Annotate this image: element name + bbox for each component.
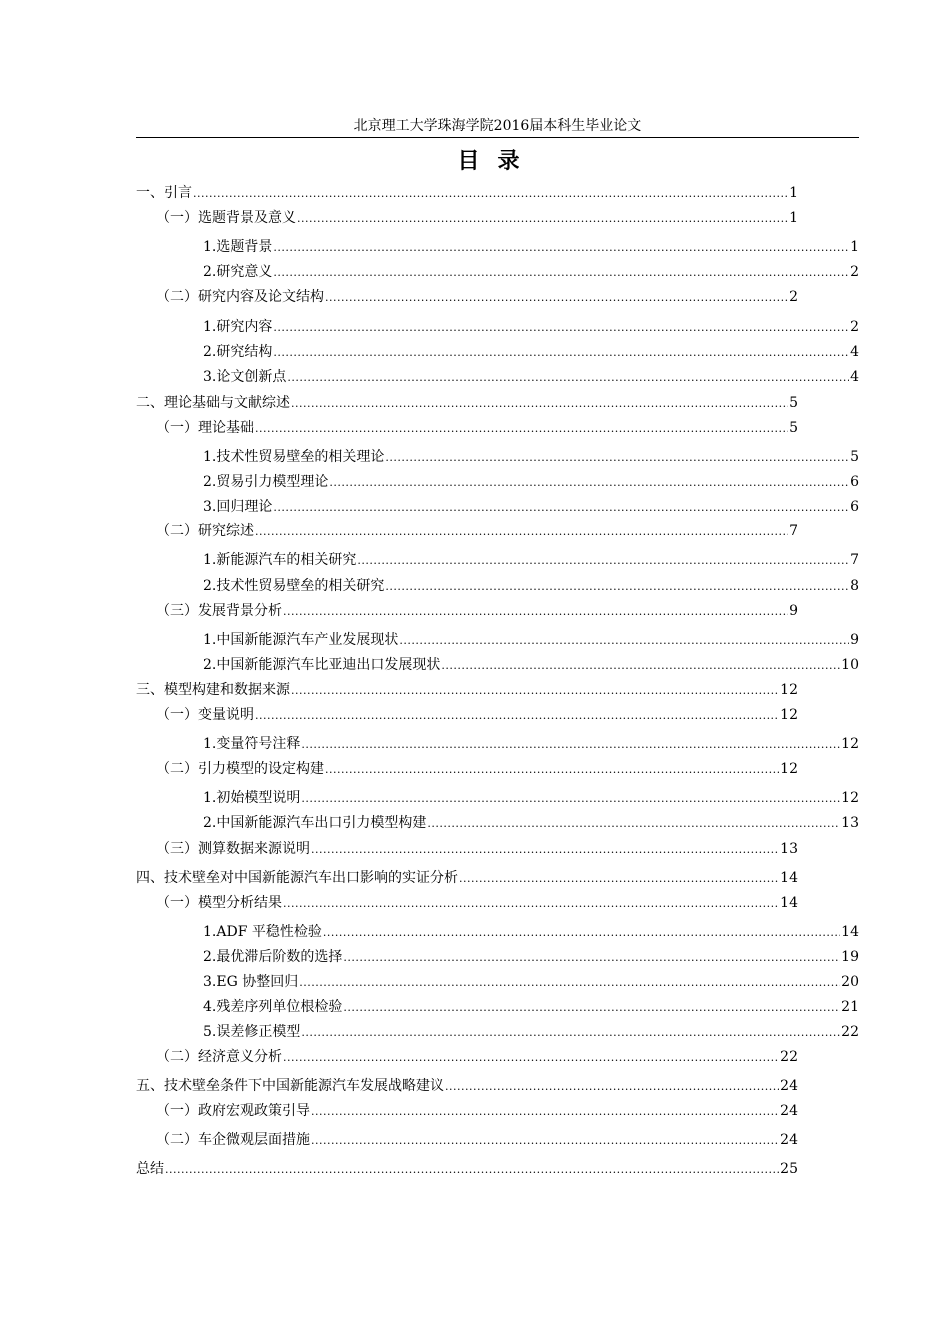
toc-entry[interactable]	[136, 681, 798, 699]
toc-entry[interactable]	[156, 760, 798, 778]
toc-entry[interactable]	[203, 814, 859, 832]
toc-entry[interactable]	[156, 288, 798, 306]
toc-entry-label: 1.变量符号注释	[203, 736, 301, 752]
toc-page-number: 1	[789, 185, 798, 201]
toc-page-number: 10	[841, 657, 859, 673]
toc-page-number: 25	[780, 1161, 798, 1177]
toc-entry[interactable]	[203, 368, 859, 386]
toc-entry-label: 总结	[136, 1161, 164, 1177]
toc-entry[interactable]	[156, 840, 798, 858]
toc-entry[interactable]	[156, 419, 798, 437]
toc-entry-label: （一）模型分析结果	[156, 895, 282, 911]
toc-page-number: 12	[780, 707, 798, 723]
toc-dot-leader	[311, 840, 779, 859]
toc-page-number: 5	[850, 449, 859, 465]
toc-entry[interactable]	[156, 1102, 798, 1120]
toc-entry-label: 一、引言	[136, 185, 192, 201]
toc-entry-label: （三）发展背景分析	[156, 603, 282, 619]
page-header: 北京理工大学珠海学院2016届本科生毕业论文	[353, 118, 642, 134]
toc-page-number: 13	[780, 841, 798, 857]
toc-dot-leader	[283, 1048, 779, 1067]
toc-entry[interactable]	[203, 789, 859, 807]
toc-page-number: 19	[841, 949, 859, 965]
toc-dot-leader	[291, 681, 779, 700]
toc-dot-leader	[441, 656, 840, 675]
toc-page-number: 7	[789, 523, 798, 539]
toc-entry-label: 2.研究结构	[203, 344, 273, 360]
toc-page-number: 2	[850, 264, 859, 280]
toc-page-number: 14	[780, 870, 798, 886]
toc-dot-leader	[301, 735, 840, 754]
toc-entry-label: 3.回归理论	[203, 499, 273, 515]
toc-entry-label: 3.EG 协整回归	[203, 974, 299, 990]
toc-dot-leader	[427, 814, 840, 833]
toc-dot-leader	[255, 522, 788, 541]
toc-page-number: 4	[850, 369, 859, 385]
toc-dot-leader	[273, 498, 849, 517]
toc-page-number: 5	[789, 420, 798, 436]
toc-dot-leader	[459, 869, 779, 888]
toc-page-number: 24	[780, 1078, 798, 1094]
toc-dot-leader	[283, 894, 779, 913]
toc-page-number: 14	[841, 924, 859, 940]
toc-dot-leader	[299, 973, 840, 992]
toc-entry[interactable]	[203, 998, 859, 1016]
toc-dot-leader	[273, 263, 849, 282]
toc-dot-leader	[343, 948, 840, 967]
toc-dot-leader	[273, 318, 849, 337]
toc-entry[interactable]	[156, 1131, 798, 1149]
toc-page-number: 14	[780, 895, 798, 911]
toc-page-number: 1	[850, 239, 859, 255]
toc-page-number: 24	[780, 1132, 798, 1148]
toc-entry[interactable]	[203, 448, 859, 466]
toc-entry-label: 1.新能源汽车的相关研究	[203, 552, 357, 568]
toc-entry-label: 五、技术壁垒条件下中国新能源汽车发展战略建议	[136, 1078, 444, 1094]
toc-entry[interactable]	[203, 238, 859, 256]
toc-page-number: 5	[789, 395, 798, 411]
toc-entry[interactable]	[203, 923, 859, 941]
toc-entry[interactable]	[203, 577, 859, 595]
toc-entry-label: 二、理论基础与文献综述	[136, 395, 290, 411]
toc-entry[interactable]	[203, 656, 859, 674]
toc-dot-leader	[399, 631, 849, 650]
toc-dot-leader	[255, 419, 788, 438]
toc-entry-label: 2.中国新能源汽车出口引力模型构建	[203, 815, 427, 831]
toc-entry-label: （二）研究综述	[156, 523, 254, 539]
toc-entry-label: （三）测算数据来源说明	[156, 841, 310, 857]
toc-dot-leader	[385, 577, 849, 596]
toc-page-number: 8	[850, 578, 859, 594]
toc-entry[interactable]	[156, 209, 798, 227]
toc-entry-label: （二）经济意义分析	[156, 1049, 282, 1065]
toc-page-number: 12	[841, 790, 859, 806]
toc-dot-leader	[291, 394, 788, 413]
toc-dot-leader	[311, 1102, 779, 1121]
toc-entry-label: 1.研究内容	[203, 319, 273, 335]
toc-dot-leader	[325, 760, 779, 779]
toc-entry-label: 2.贸易引力模型理论	[203, 474, 329, 490]
toc-entry-label: （一）政府宏观政策引导	[156, 1103, 310, 1119]
toc-page-number: 9	[789, 603, 798, 619]
toc-page-number: 22	[841, 1024, 859, 1040]
toc-entry-label: 2.技术性贸易壁垒的相关研究	[203, 578, 385, 594]
toc-page-number: 24	[780, 1103, 798, 1119]
toc-entry[interactable]	[203, 343, 859, 361]
toc-dot-leader	[297, 209, 788, 228]
toc-entry[interactable]	[136, 869, 798, 887]
toc-dot-leader	[193, 184, 788, 203]
toc-entry[interactable]	[156, 602, 798, 620]
toc-dot-leader	[343, 998, 840, 1017]
toc-entry-label: 2.中国新能源汽车比亚迪出口发展现状	[203, 657, 441, 673]
toc-entry[interactable]	[203, 498, 859, 516]
toc-entry-label: （二）车企微观层面措施	[156, 1132, 310, 1148]
page-title: 目录	[457, 149, 538, 174]
toc-page-number: 21	[841, 999, 859, 1015]
toc-entry-label: （一）理论基础	[156, 420, 254, 436]
toc-entry-label: 四、技术壁垒对中国新能源汽车出口影响的实证分析	[136, 870, 458, 886]
toc-entry[interactable]	[203, 551, 859, 569]
toc-entry[interactable]	[203, 631, 859, 649]
toc-entry[interactable]	[136, 184, 798, 202]
toc-dot-leader	[357, 551, 849, 570]
toc-entry[interactable]	[203, 973, 859, 991]
toc-entry[interactable]	[136, 1160, 798, 1178]
toc-page-number: 6	[850, 499, 859, 515]
toc-entry-label: （一）变量说明	[156, 707, 254, 723]
toc-dot-leader	[445, 1077, 779, 1096]
toc-entry-label: 4.残差序列单位根检验	[203, 999, 343, 1015]
toc-entry[interactable]	[203, 318, 859, 336]
toc-entry-label: （二）引力模型的设定构建	[156, 761, 324, 777]
toc-page-number: 22	[780, 1049, 798, 1065]
toc-dot-leader	[325, 288, 788, 307]
toc-dot-leader	[301, 789, 840, 808]
toc-entry-label: 三、模型构建和数据来源	[136, 682, 290, 698]
toc-entry[interactable]	[203, 735, 859, 753]
toc-entry[interactable]	[203, 263, 859, 281]
toc-dot-leader	[385, 448, 849, 467]
toc-page-number: 4	[850, 344, 859, 360]
toc-page-number: 7	[850, 552, 859, 568]
toc-entry-label: 2.最优滞后阶数的选择	[203, 949, 343, 965]
toc-dot-leader	[287, 368, 849, 387]
toc-entry-label: 1.技术性贸易壁垒的相关理论	[203, 449, 385, 465]
toc-entry[interactable]	[156, 1048, 798, 1066]
toc-entry-label: 5.误差修正模型	[203, 1024, 301, 1040]
toc-page-number: 12	[841, 736, 859, 752]
toc-entry[interactable]	[156, 522, 798, 540]
toc-page-number: 13	[841, 815, 859, 831]
toc-page-number: 2	[850, 319, 859, 335]
toc-entry[interactable]	[203, 473, 859, 491]
toc-entry-label: 3.论文创新点	[203, 369, 287, 385]
toc-page-number: 12	[780, 682, 798, 698]
toc-dot-leader	[311, 1131, 779, 1150]
toc-entry-label: （一）选题背景及意义	[156, 210, 296, 226]
toc-entry-label: 1.ADF 平稳性检验	[203, 924, 322, 940]
toc-entry[interactable]	[203, 1023, 859, 1041]
toc-dot-leader	[301, 1023, 840, 1042]
toc-page-number: 9	[850, 632, 859, 648]
toc-entry[interactable]	[136, 1077, 798, 1095]
toc-dot-leader	[273, 238, 849, 257]
toc-page-number: 6	[850, 474, 859, 490]
toc-dot-leader	[323, 923, 840, 942]
toc-entry-label: 2.研究意义	[203, 264, 273, 280]
toc-dot-leader	[273, 343, 849, 362]
toc-page-number: 20	[841, 974, 859, 990]
toc-entry[interactable]	[203, 948, 859, 966]
toc-dot-leader	[165, 1160, 779, 1179]
toc-dot-leader	[255, 706, 779, 725]
toc-entry-label: （二）研究内容及论文结构	[156, 289, 324, 305]
toc-entry-label: 1.初始模型说明	[203, 790, 301, 806]
toc-page-number: 12	[780, 761, 798, 777]
toc-page-number: 1	[789, 210, 798, 226]
toc-page-number: 2	[789, 289, 798, 305]
toc-entry-label: 1.选题背景	[203, 239, 273, 255]
toc-entry-label: 1.中国新能源汽车产业发展现状	[203, 632, 399, 648]
toc-entry[interactable]	[156, 894, 798, 912]
toc-entry[interactable]	[156, 706, 798, 724]
toc-entry[interactable]	[136, 394, 798, 412]
toc-dot-leader	[283, 602, 788, 621]
toc-dot-leader	[329, 473, 849, 492]
